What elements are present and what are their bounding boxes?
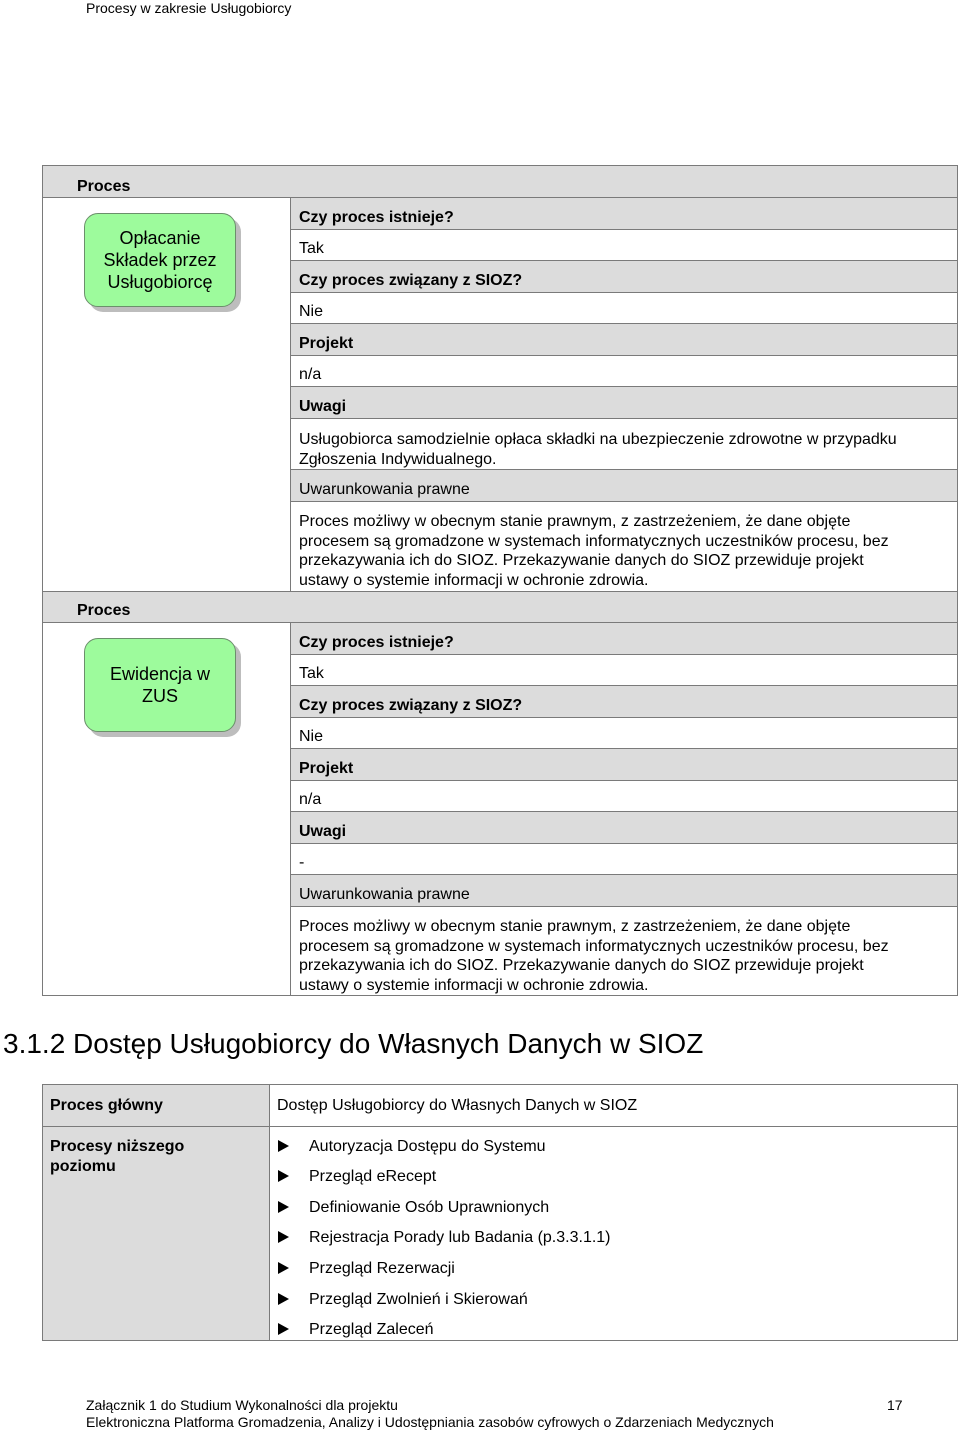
process-2-header-bar <box>43 592 957 622</box>
process-2-section-label: Proces <box>77 602 131 619</box>
list-item: Rejestracja Porady lub Badania (p.3.3.1.1) <box>278 1228 611 1248</box>
list-item: Przegląd Rezerwacji <box>278 1259 455 1279</box>
list-item: Przegląd Zwolnień i Skierowań <box>278 1290 528 1310</box>
process-2-notes-label: Uwagi <box>299 823 347 840</box>
list-item: Przegląd Zaleceń <box>278 1320 434 1340</box>
process-1-project-value: n/a <box>299 366 322 383</box>
process-2-legal-text: Proces możliwy w obecnym stanie prawnym, z zastrzeżeniem, że dane objęte procesem są gromadzone w systemach informatycznych uczestników procesu, bez przekazywania ich do SIOZ. Przekazywanie danych do SIOZ przewiduje projekt ustawy o systemie informacji w ochronie zdrowia. <box>299 918 889 994</box>
process-1-section-label: Proces <box>77 178 131 195</box>
process-1-q1-value: Tak <box>299 240 324 257</box>
process-2-legal-label: Uwarunkowania prawne <box>299 886 470 903</box>
process-1-q1-label: Czy proces istnieje? <box>299 209 454 226</box>
arrow-bullet-icon <box>278 1262 289 1274</box>
process-1-notes-text: Usługobiorca samodzielnie opłaca składki na ubezpieczenie zdrowotne w przypadku Zgłoszenia Indywidualnego. <box>299 431 897 468</box>
process-1-header-bar <box>43 166 957 197</box>
process-2-bubble <box>84 638 236 732</box>
process-1-q2-label: Czy proces związany z SIOZ? <box>299 272 523 289</box>
process-1-bubble-line: Usługobiorcę <box>107 272 213 292</box>
footer-line-2: Elektroniczna Platforma Gromadzenia, Analizy i Udostępniania zasobów cyfrowych o Zdarzeniach Medycznych <box>86 1414 774 1430</box>
summary-main-value: Dostęp Usługobiorcy do Własnych Danych w SIOZ <box>277 1097 638 1114</box>
process-2-q1-label: Czy proces istnieje? <box>299 634 454 651</box>
summary-sub-label: Procesy niższego poziomu <box>50 1138 185 1175</box>
footer-line-1: Załącznik 1 do Studium Wykonalności dla projektu <box>86 1397 398 1413</box>
process-2-project-label: Projekt <box>299 760 354 777</box>
process-2-bubble-line: Ewidencja w <box>109 664 211 684</box>
arrow-bullet-icon <box>278 1293 289 1305</box>
process-2-project-value: n/a <box>299 791 322 808</box>
list-item: Autoryzacja Dostępu do Systemu <box>278 1137 546 1157</box>
arrow-bullet-icon <box>278 1140 289 1152</box>
process-1-legal-label: Uwarunkowania prawne <box>299 481 470 498</box>
summary-main-label: Proces główny <box>50 1097 163 1114</box>
section-heading: 3.1.2 Dostęp Usługobiorcy do Własnych Danych w SIOZ <box>3 1028 704 1059</box>
process-1-legal-text: Proces możliwy w obecnym stanie prawnym, z zastrzeżeniem, że dane objęte procesem są gromadzone w systemach informatycznych uczestników procesu, bez przekazywania ich do SIOZ. Przekazywanie danych do SIOZ przewiduje projekt ustawy o systemie informacji w ochronie zdrowia. <box>299 513 889 589</box>
arrow-bullet-icon <box>278 1323 289 1335</box>
arrow-bullet-icon <box>278 1231 289 1243</box>
page-number: 17 <box>887 1397 903 1413</box>
process-1-project-label: Projekt <box>299 335 354 352</box>
process-2-q1-value: Tak <box>299 665 324 682</box>
process-1-bubble <box>84 213 236 307</box>
process-2-q2-label: Czy proces związany z SIOZ? <box>299 697 523 714</box>
process-2-bubble-line: ZUS <box>141 686 178 706</box>
process-2-q2-value: Nie <box>299 728 324 745</box>
process-2-notes-text: - <box>299 854 305 871</box>
process-1-notes-label: Uwagi <box>299 398 347 415</box>
page-header: Procesy w zakresie Usługobiorcy <box>86 0 292 16</box>
arrow-bullet-icon <box>278 1170 289 1182</box>
process-1-bubble-line: Składek przez <box>103 250 217 270</box>
process-1-q2-value: Nie <box>299 303 324 320</box>
arrow-bullet-icon <box>278 1201 289 1213</box>
list-item: Definiowanie Osób Uprawnionych <box>278 1198 549 1218</box>
list-item: Przegląd eRecept <box>278 1167 436 1187</box>
process-1-bubble-line: Opłacanie <box>119 228 201 248</box>
